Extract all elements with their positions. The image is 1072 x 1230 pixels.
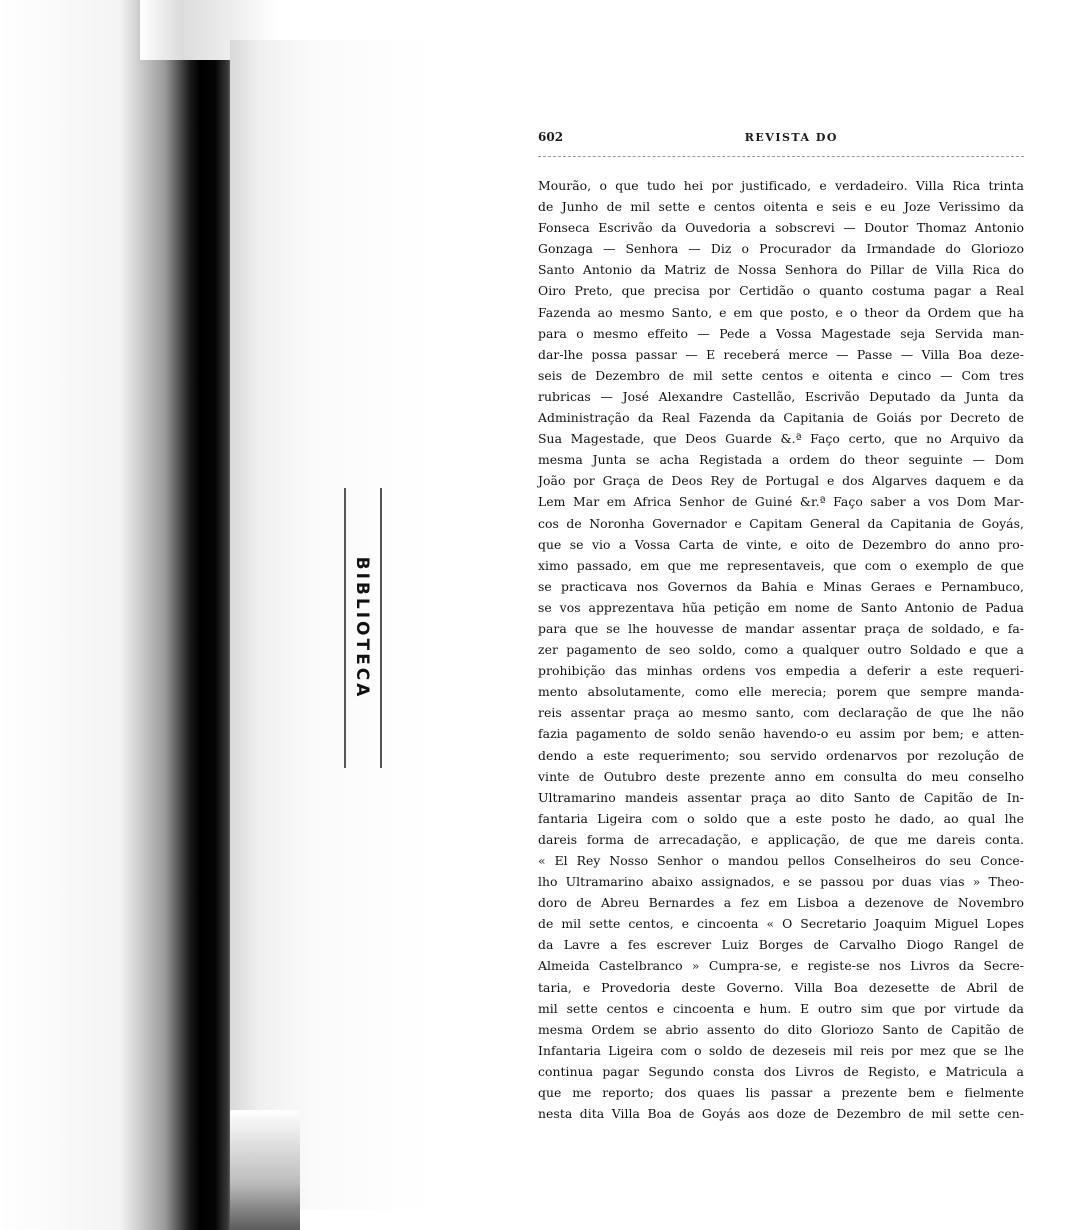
text-line: Lem Mar em Africa Senhor de Guiné &r.ª Faço saber a vos Dom Mar-: [538, 494, 1024, 510]
text-line: Ultramarino mandeis assentar praça ao dito Santo de Capitão de In-: [538, 789, 1024, 805]
header-rule: [538, 156, 1024, 157]
text-line: zer pagamento de seo soldo, como a qualquer outro Soldado e que a: [538, 642, 1024, 658]
text-line: se practicava nos Governos da Bahia e Minas Geraes e Pernambuco,: [538, 578, 1024, 594]
text-line: Gonzaga — Senhora — Diz o Procurador da Irmandade do Gloriozo: [538, 241, 1024, 257]
stamp-border-left: [344, 488, 346, 768]
text-line: rubricas — José Alexandre Castellão, Escrivão Deputado da Junta da: [538, 388, 1024, 404]
text-line: Fazenda ao mesmo Santo, e em que posto, e o theor da Ordem que ha: [538, 304, 1024, 320]
text-line: seis de Dezembro de mil sette centos e oitenta e cinco — Com tres: [538, 367, 1024, 383]
text-line: dendo a este requerimento; sou servido ordenarvos por rezolução de: [538, 747, 1024, 763]
page-header: [538, 130, 1024, 150]
text-line: mesma Ordem se abrio assento do dito Gloriozo Santo de Capitão de: [538, 1021, 1024, 1037]
stamp-border-right: [380, 488, 382, 768]
text-line: Sua Magestade, que Deos Guarde &.ª Faço certo, que no Arquivo da: [538, 431, 1024, 447]
text-line: de mil sette centos, e cincoenta « O Secretario Joaquim Miguel Lopes: [538, 916, 1024, 932]
text-line: ximo passado, em que me representaveis, que com o exemplo de que: [538, 557, 1024, 573]
body-text: [538, 175, 1024, 1124]
text-line: de Junho de mil sette e centos oitenta e seis e eu Joze Verissimo da: [538, 199, 1024, 215]
text-line: « El Rey Nosso Senhor o mandou pellos Conselheiros do seu Conce-: [538, 853, 1024, 868]
text-line: fazia pagamento de soldo senão havendo-o eu assim por bem; e atten-: [538, 726, 1024, 742]
text-line: fantaria Ligeira com o soldo que a este posto he dado, ao qual lhe: [538, 810, 1024, 826]
text-line: nesta dita Villa Boa de Goyás aos doze de Dezembro de mil sette cen-: [538, 1106, 1024, 1122]
text-line: continua pagar Segundo consta dos Livros de Registo, e Matricula a: [538, 1063, 1024, 1079]
text-line: mil sette centos e cincoenta e hum. E outro sim que por virtude da: [538, 1000, 1024, 1016]
text-line: Almeida Castelbranco » Cumpra-se, e registe-se nos Livros da Secre-: [538, 958, 1024, 974]
text-line: Infantaria Ligeira com o soldo de dezeseis mil reis por mez que se lhe: [538, 1042, 1024, 1058]
text-line: Administração da Real Fazenda da Capitania de Goiás por Decreto de: [538, 410, 1024, 426]
book-spine-shadow: [0, 0, 230, 1230]
text-line: Mourão, o que tudo hei por justificado, e verdadeiro. Villa Rica trinta: [538, 178, 1024, 193]
page-number: 602: [538, 130, 564, 144]
text-line: mesma Junta se acha Registada a ordem do theor seguinte — Dom: [538, 452, 1024, 468]
text-line: dar-lhe possa passar — E receberá merce — Passe — Villa Boa deze-: [538, 346, 1024, 362]
page-content: [538, 130, 1024, 1124]
page-fold-shadow: [230, 1110, 300, 1230]
text-line: para o mesmo effeito — Pede a Vossa Magestade seja Servida man-: [538, 325, 1024, 341]
library-stamp: [338, 488, 408, 768]
text-line: que me reporto; dos quaes lis passar a prezente bem e fielmente: [538, 1085, 1024, 1101]
text-line: vinte de Outubro deste prezente anno em consulta do meu conselho: [538, 768, 1024, 784]
text-line: Santo Antonio da Matriz de Nossa Senhora do Pillar de Villa Rica do: [538, 262, 1024, 278]
text-line: reis assentar praça ao mesmo santo, com declaração de que lhe não: [538, 705, 1024, 721]
text-line: Fonseca Escrivão da Ouvedoria a sobscrevi — Doutor Thomaz Antonio: [538, 220, 1024, 236]
text-line: Oiro Preto, que precisa por Certidão o quanto costuma pagar a Real: [538, 283, 1024, 299]
text-line: da Lavre a fes escrever Luiz Borges de Carvalho Diogo Rangel de: [538, 937, 1024, 953]
text-line: cos de Noronha Governador e Capitam General da Capitania de Goyás,: [538, 515, 1024, 531]
text-line: se vos apprezentava hũa petição em nome de Santo Antonio de Padua: [538, 599, 1024, 615]
stamp-text: BIBLIOTECA: [352, 556, 372, 700]
text-line: lho Ultramarino abaixo assignados, e se passou por duas vias » Theo-: [538, 874, 1024, 890]
text-line: prohibição das minhas ordens vos empedia a deferir a este requeri-: [538, 663, 1024, 679]
text-line: doro de Abreu Bernardes a fez em Lisboa a dezenove de Novembro: [538, 895, 1024, 911]
text-line: dareis forma de arrecadação, e applicação, de que me dareis conta.: [538, 831, 1024, 847]
text-line: João por Graça de Deos Rey de Portugal e dos Algarves daquem e da: [538, 473, 1024, 489]
text-line: que se vio a Vossa Carta de vinte, e oito de Dezembro do anno pro-: [538, 536, 1024, 552]
text-line: taria, e Provedoria deste Governo. Villa Boa dezesette de Abril de: [538, 979, 1024, 995]
text-line: mento absolutamente, como elle merecia; porem que sempre manda-: [538, 684, 1024, 700]
running-head: REVISTA DO: [744, 131, 838, 144]
text-line: para que se lhe houvesse de mandar assentar praça de soldado, e fa-: [538, 620, 1024, 636]
